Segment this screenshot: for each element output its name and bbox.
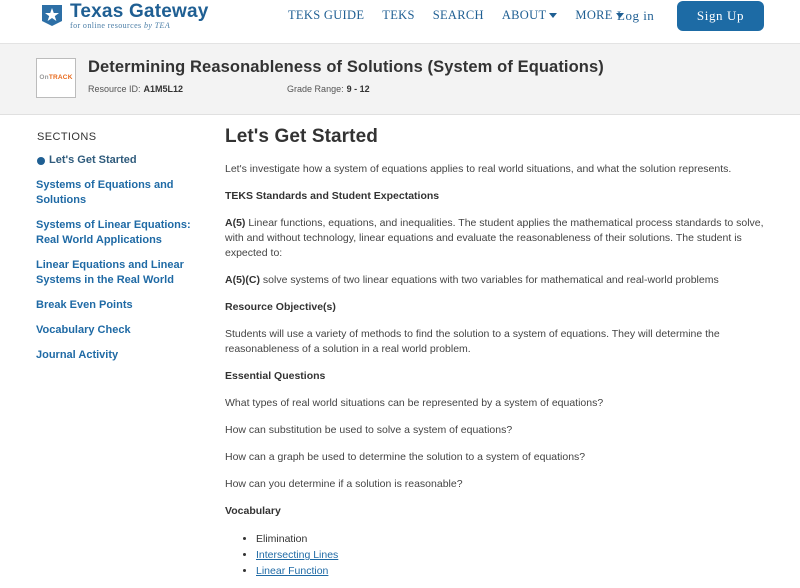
top-navigation-bar — [0, 0, 800, 44]
objective-text: Students will use a variety of methods to find the solution to a system of equations. They will determine the reasonableness of a solution in a real world problem. — [225, 328, 720, 355]
objective-heading: Resource Objective(s) — [225, 301, 336, 313]
teks-a5: A(5) Linear functions, equations, and inequalities. The student applies the mathematical process standards to solve, with and without technology, linear equations and evaluate the reasonableness of their solutions. The student is expected to: — [225, 217, 764, 259]
question-item: What types of real world situations can be represented by a system of equations? — [225, 397, 604, 409]
logo-subtitle: for online resources by TEA — [70, 21, 171, 30]
section-vocabulary-check[interactable]: Vocabulary Check — [36, 324, 131, 336]
section-real-world-applications[interactable]: Systems of Linear Equations: Real World Applications — [36, 219, 191, 246]
vocabulary-heading: Vocabulary — [225, 505, 281, 517]
ontrack-logo: OnTRACK — [36, 58, 76, 98]
teks-heading: TEKS Standards and Student Expectations — [225, 190, 440, 202]
nav-teks-guide[interactable]: TEKS GUIDE — [288, 8, 365, 22]
resource-title: Determining Reasonableness of Solutions (System of Equations) — [88, 58, 604, 76]
active-dot-icon — [37, 157, 45, 165]
logo-title: Texas Gateway — [70, 1, 209, 22]
section-journal-activity[interactable]: Journal Activity — [36, 349, 119, 361]
texas-star-icon — [40, 3, 64, 27]
teks-a5c: A(5)(C) solve systems of two linear equations with two variables for mathematical and real-world problems — [225, 274, 719, 286]
vocabulary-list — [256, 531, 770, 579]
texas-gateway-logo[interactable] — [40, 0, 209, 34]
section-systems-of-equations[interactable]: Systems of Equations and Solutions — [36, 179, 174, 206]
question-item: How can you determine if a solution is reasonable? — [225, 478, 463, 490]
main-content — [225, 126, 770, 579]
vocab-link-linear-function[interactable]: Linear Function — [256, 565, 329, 577]
vocab-item-elimination: • Elimination — [256, 531, 770, 547]
sections-heading: SECTIONS — [37, 131, 97, 143]
login-link[interactable]: Log in — [617, 8, 655, 23]
nav-more[interactable]: MORE — [575, 8, 623, 23]
intro-text: Let's investigate how a system of equations applies to real world situations, and what the solution represents. — [225, 163, 732, 175]
signup-button[interactable]: Sign Up — [677, 1, 764, 31]
questions-heading: Essential Questions — [225, 370, 326, 382]
nav-teks[interactable]: TEKS — [382, 8, 415, 22]
chevron-down-icon — [549, 13, 557, 18]
vocab-item-linear-function — [256, 563, 770, 579]
resource-header — [0, 44, 800, 115]
nav-search[interactable]: SEARCH — [432, 8, 484, 22]
section-break-even-points[interactable]: Break Even Points — [36, 299, 133, 311]
question-item: How can a graph be used to determine the solution to a system of equations? — [225, 451, 586, 463]
question-item: How can substitution be used to solve a system of equations? — [225, 424, 513, 436]
vocab-item-intersecting-lines — [256, 547, 770, 563]
page-title: Let's Get Started — [225, 126, 378, 147]
main-nav — [288, 8, 642, 23]
sections-list — [36, 153, 201, 373]
resource-id: Resource ID: A1M5L12 — [88, 84, 184, 94]
section-linear-systems-real-world[interactable]: Linear Equations and Linear Systems in the Real World — [36, 259, 184, 286]
nav-about[interactable]: ABOUT — [502, 8, 558, 23]
grade-range: Grade Range: 9 - 12 — [287, 84, 370, 94]
vocab-link-intersecting-lines[interactable]: Intersecting Lines — [256, 549, 339, 561]
section-lets-get-started[interactable]: Let's Get Started — [36, 153, 201, 168]
resource-meta — [88, 84, 370, 94]
